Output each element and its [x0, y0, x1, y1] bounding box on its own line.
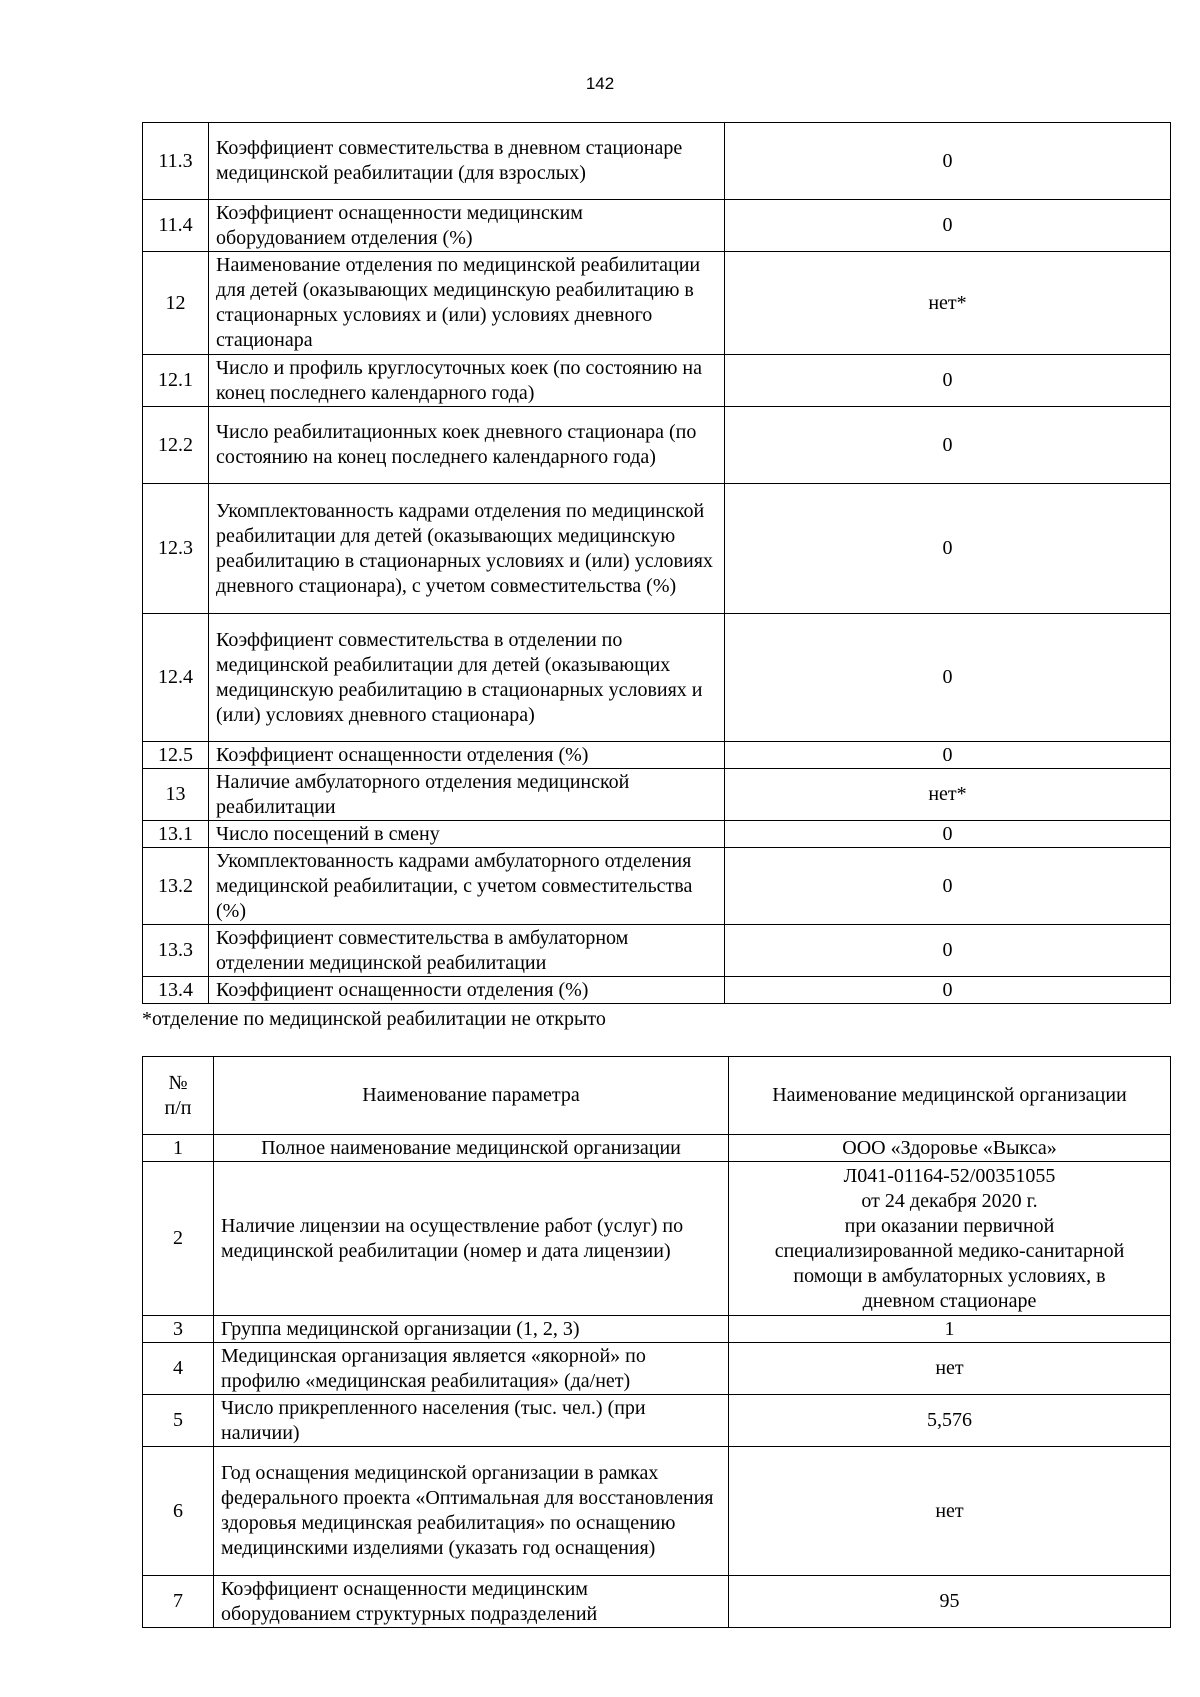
parameter-name: Число реабилитационных коек дневного стационара (по состоянию на конец последнего календарного года) [209, 407, 725, 484]
parameter-value: 0 [725, 407, 1171, 484]
parameter-value: 0 [725, 484, 1171, 614]
parameter-name: Полное наименование медицинской организации [214, 1135, 729, 1162]
row-number: 5 [143, 1395, 214, 1447]
row-number: 13.3 [143, 925, 209, 977]
table-row [143, 355, 1171, 407]
license-scope-line: дневном стационаре [862, 1289, 1037, 1312]
parameter-value: 0 [725, 355, 1171, 407]
table-row [143, 484, 1171, 614]
parameter-value: 0 [725, 200, 1171, 252]
table-row [143, 742, 1171, 769]
parameter-name: Медицинская организация является «якорной» по профилю «медицинская реабилитация» (да/нет) [214, 1343, 729, 1395]
rehabilitation-parameters-table-continued [142, 122, 1171, 1004]
row-number: 11.4 [143, 200, 209, 252]
row-number: 12.4 [143, 614, 209, 742]
license-scope-line: при оказании первичной [844, 1214, 1055, 1237]
license-scope-line: помощи в амбулаторных условиях, в [793, 1264, 1106, 1287]
table-row [143, 1395, 1171, 1447]
table-row [143, 1576, 1171, 1628]
parameter-name: Коэффициент совместительства в отделении по медицинской реабилитации для детей (оказывающих медицинскую реабилитацию в стационарных условиях и (или) условиях дневного стационара) [209, 614, 725, 742]
parameter-value: нет [729, 1447, 1171, 1576]
table-row [143, 200, 1171, 252]
row-number: 12.2 [143, 407, 209, 484]
license-scope-line: специализированной медико-санитарной [774, 1239, 1125, 1262]
table-row [143, 407, 1171, 484]
table-row [143, 1447, 1171, 1576]
parameter-name: Коэффициент совместительства в амбулаторном отделении медицинской реабилитации [209, 925, 725, 977]
parameter-value: 0 [725, 123, 1171, 200]
table-row [143, 252, 1171, 355]
parameter-value: ООО «Здоровье «Выкса» [729, 1135, 1171, 1162]
parameter-value: 0 [725, 848, 1171, 925]
parameter-value: нет* [725, 769, 1171, 821]
parameter-name: Наименование отделения по медицинской реабилитации для детей (оказывающих медицинскую реабилитацию в стационарных условиях и (или) условиях дневного стационара [209, 252, 725, 355]
parameter-name: Наличие амбулаторного отделения медицинской реабилитации [209, 769, 725, 821]
license-info [729, 1162, 1171, 1316]
parameter-name: Число посещений в смену [209, 821, 725, 848]
parameter-name: Коэффициент оснащенности отделения (%) [209, 742, 725, 769]
parameter-value: 1 [729, 1316, 1171, 1343]
parameter-value: 0 [725, 977, 1171, 1004]
row-number: 13 [143, 769, 209, 821]
medical-organization-table [142, 1056, 1171, 1628]
parameter-value: нет [729, 1343, 1171, 1395]
table-row [143, 1316, 1171, 1343]
footnote: *отделение по медицинской реабилитации не открыто [142, 1008, 606, 1030]
column-header-parameter: Наименование параметра [214, 1057, 729, 1135]
table-row [143, 1162, 1171, 1316]
parameter-value: нет* [725, 252, 1171, 355]
table-row [143, 848, 1171, 925]
parameter-name: Коэффициент оснащенности отделения (%) [209, 977, 725, 1004]
page-number: 142 [585, 74, 615, 93]
table-header-row [143, 1057, 1171, 1135]
parameter-value: 0 [725, 925, 1171, 977]
parameter-name: Коэффициент оснащенности медицинским оборудованием структурных подразделений [214, 1576, 729, 1628]
row-number: 13.1 [143, 821, 209, 848]
row-number: 1 [143, 1135, 214, 1162]
parameter-value: 0 [725, 821, 1171, 848]
row-number: 13.4 [143, 977, 209, 1004]
parameter-name: Укомплектованность кадрами амбулаторного отделения медицинской реабилитации, с учетом совместительства (%) [209, 848, 725, 925]
parameter-name: Коэффициент оснащенности медицинским оборудованием отделения (%) [209, 200, 725, 252]
parameter-name: Группа медицинской организации (1, 2, 3) [214, 1316, 729, 1343]
table-row [143, 821, 1171, 848]
column-header-organization: Наименование медицинской организации [729, 1057, 1171, 1135]
table-row [143, 769, 1171, 821]
table-row [143, 977, 1171, 1004]
column-header-number-symbol: № [168, 1071, 188, 1094]
parameter-name: Укомплектованность кадрами отделения по медицинской реабилитации для детей (оказывающих медицинскую реабилитацию в стационарных условиях и (или) условиях дневного стационара), с учетом совместительства (%) [209, 484, 725, 614]
license-date: от 24 декабря 2020 г. [861, 1189, 1038, 1212]
parameter-value: 0 [725, 742, 1171, 769]
column-header-number [143, 1057, 214, 1135]
parameter-name: Наличие лицензии на осуществление работ (услуг) по медицинской реабилитации (номер и дата лицензии) [214, 1162, 729, 1316]
row-number: 12.5 [143, 742, 209, 769]
row-number: 13.2 [143, 848, 209, 925]
row-number: 12.1 [143, 355, 209, 407]
table-row [143, 123, 1171, 200]
parameter-value: 0 [725, 614, 1171, 742]
parameter-name: Коэффициент совместительства в дневном стационаре медицинской реабилитации (для взрослых) [209, 123, 725, 200]
parameter-name: Число прикрепленного населения (тыс. чел.) (при наличии) [214, 1395, 729, 1447]
parameter-name: Число и профиль круглосуточных коек (по состоянию на конец последнего календарного года) [209, 355, 725, 407]
parameter-value: 95 [729, 1576, 1171, 1628]
parameter-value: 5,576 [729, 1395, 1171, 1447]
parameter-name: Год оснащения медицинской организации в рамках федерального проекта «Оптимальная для восстановления здоровья медицинская реабилитация» по оснащению медицинскими изделиями (указать год оснащения) [214, 1447, 729, 1576]
column-header-number-abbr: п/п [164, 1096, 192, 1119]
row-number: 12 [143, 252, 209, 355]
license-number: Л041-01164-52/00351055 [843, 1164, 1056, 1187]
row-number: 4 [143, 1343, 214, 1395]
table-row [143, 925, 1171, 977]
row-number: 12.3 [143, 484, 209, 614]
row-number: 11.3 [143, 123, 209, 200]
row-number: 7 [143, 1576, 214, 1628]
table-row [143, 1135, 1171, 1162]
row-number: 6 [143, 1447, 214, 1576]
table-row [143, 1343, 1171, 1395]
row-number: 2 [143, 1162, 214, 1316]
row-number: 3 [143, 1316, 214, 1343]
table-row [143, 614, 1171, 742]
